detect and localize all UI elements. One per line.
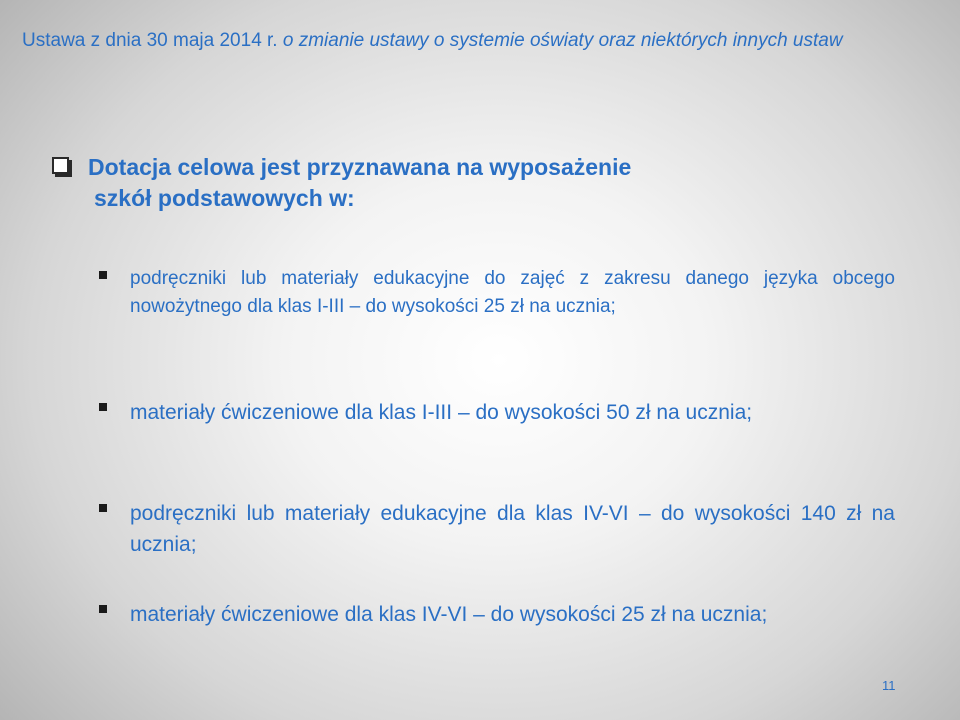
square-bullet-icon	[99, 271, 107, 279]
square-bullet-icon	[99, 605, 107, 613]
checkbox-bullet-icon	[52, 157, 69, 174]
heading-line-2: szkół podstawowych w:	[94, 185, 355, 211]
heading-line-1: Dotacja celowa jest przyznawana na wyposażenie	[88, 154, 632, 180]
page-number: 11	[882, 678, 896, 693]
bullet-text: materiały ćwiczeniowe dla klas I-III – do wysokości 50 zł na ucznia;	[130, 401, 753, 424]
header-act-title: o zmianie ustawy o systemie oświaty oraz niektórych innych ustaw	[282, 30, 843, 51]
bullet-text: podręczniki lub materiały edukacyjne dla klas IV-VI – do wysokości 140 zł na ucznia;	[130, 502, 895, 556]
square-bullet-icon	[99, 403, 107, 411]
slide-heading	[52, 152, 852, 214]
bullet-text: materiały ćwiczeniowe dla klas IV-VI – do wysokości 25 zł na ucznia;	[130, 603, 768, 626]
header-act-date: Ustawa z dnia 30 maja 2014 r.	[22, 30, 278, 51]
bullet-text: podręczniki lub materiały edukacyjne do zajęć z zakresu danego języka obcego nowożytnego dla klas I-III – do wysokości 25 zł na ucznia;	[130, 268, 895, 317]
slide-header	[22, 28, 922, 54]
square-bullet-icon	[99, 504, 107, 512]
